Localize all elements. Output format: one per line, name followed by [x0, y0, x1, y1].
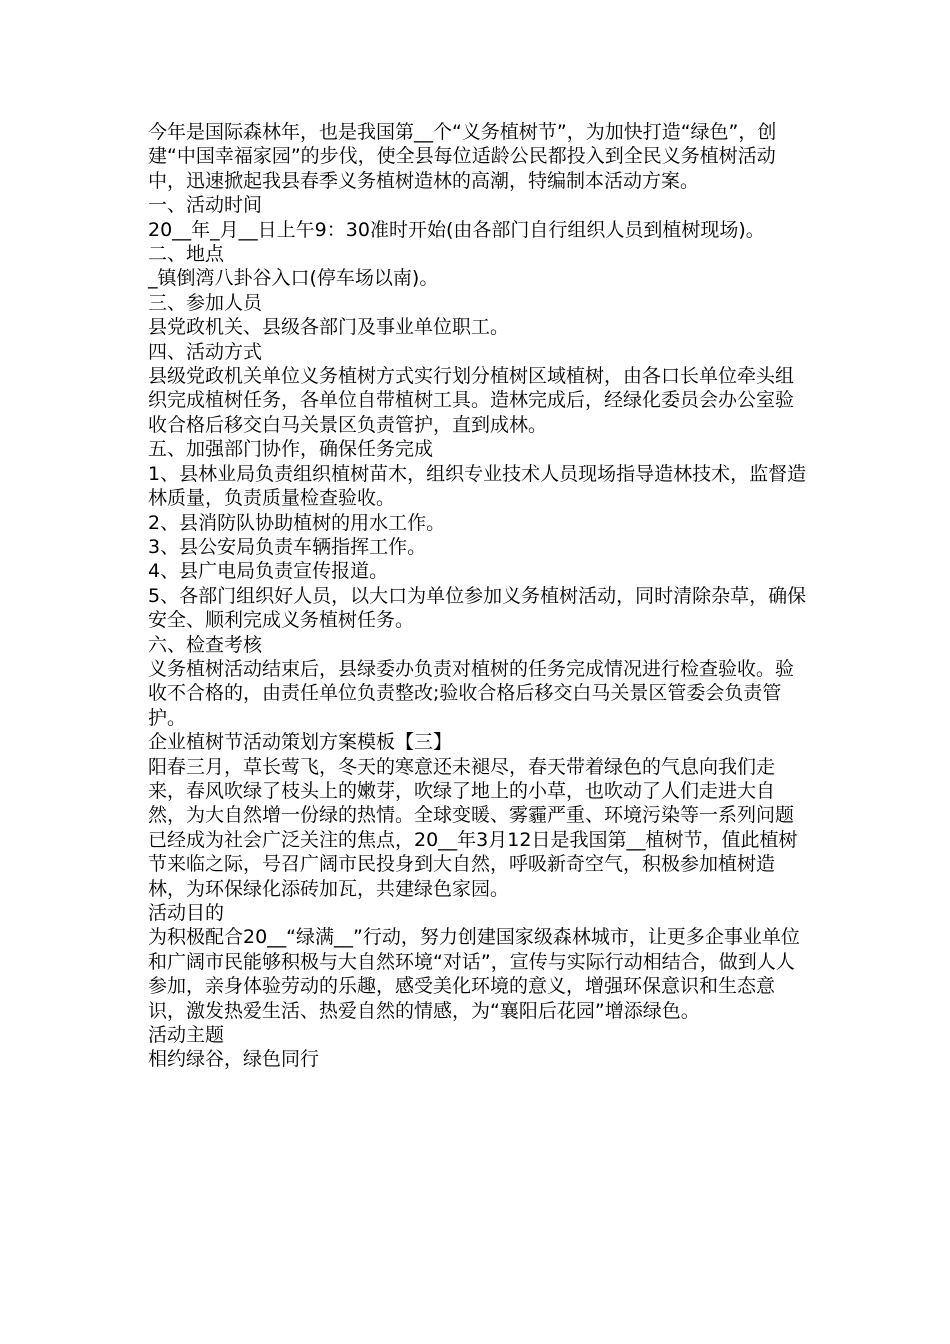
cooperation-item: 4、县广电局负责宣传报道。	[148, 560, 389, 583]
location-paragraph: _镇倒湾八卦谷入口(停车场以南)。	[148, 267, 439, 290]
section-heading-method: 四、活动方式	[148, 340, 263, 363]
intro-paragraph: 今年是国际森林年，也是我国第__个“义务植树节”，为加快打造“绿色”，创建“中国幸福家园”的步伐，使全县每位适龄公民都投入到全民义务植树活动中，迅速掀起我县春季义务植树造林的高潮，特编制本活动方案。	[148, 121, 777, 192]
section-heading-location: 二、地点	[148, 243, 225, 266]
section-heading-theme: 活动主题	[148, 1024, 225, 1047]
inspection-paragraph: 义务植树活动结束后，县绿委办负责对植树的任务完成情况进行检查验收。验收不合格的，由责任单位负责整改;验收合格后移交白马关景区管委会负责管护。	[148, 657, 795, 729]
section-heading-cooperation: 五、加强部门协作，确保任务完成	[148, 438, 434, 461]
template-title: 企业植树节活动策划方案模板【三】	[148, 731, 453, 754]
purpose-paragraph: 为积极配合20__“绿满__”行动，努力创建国家级森林城市，让更多企事业单位和广阔市民能够积极与大自然环境“对话”，宣传与实际行动相结合，做到人人参加，亲身体验劳动的乐趣，感受美化环境的意义，增强环保意识和生态意识，激发热爱生活、热爱自然的情感，为“襄阳后花园”增添绿色。	[148, 926, 800, 1022]
participants-paragraph: 县党政机关、县级各部门及事业单位职工。	[148, 316, 510, 339]
theme-paragraph: 相约绿谷，绿色同行	[148, 1048, 320, 1071]
cooperation-item: 5、各部门组织好人员，以大口为单位参加义务植树活动，同时清除杂草，确保安全、顺利完成义务植树任务。	[148, 584, 807, 632]
method-paragraph: 县级党政机关单位义务植树方式实行划分植树区域植树，由各口长单位牵头组织完成植树任务，各单位自带植树工具。造林完成后，经绿化委员会办公室验收合格后移交白马关景区负责管护，直到成林。	[148, 365, 795, 436]
cooperation-item: 3、县公安局负责车辆指挥工作。	[148, 535, 427, 558]
section-heading-time: 一、活动时间	[148, 194, 263, 217]
section-heading-participants: 三、参加人员	[148, 291, 263, 314]
cooperation-item: 1、县林业局负责组织植树苗木，组织专业技术人员现场指导造林技术，监督造林质量，负责质量检查验收。	[148, 462, 807, 510]
time-paragraph: 20__年_月__日上午9：30准时开始(由各部门自行组织人员到植树现场)。	[148, 218, 765, 241]
document-body	[148, 120, 808, 1072]
template-intro-paragraph: 阳春三月，草长莺飞，冬天的寒意还未褪尽，春天带着绿色的气息向我们走来，春风吹绿了枝头上的嫩芽，吹绿了地上的小草，也吹动了人们走进大自然，为大自然增一份绿的热情。全球变暖、雾霾严重、环境污染等一系列问题已经成为社会广泛关注的焦点，20__年3月12日是我国第__植树节，值此植树节来临之际，号召广阔市民投身到大自然，呼吸新奇空气，积极参加植树造林，为环保绿化添砖加瓦，共建绿色家园。	[148, 755, 798, 900]
section-heading-purpose: 活动目的	[148, 902, 225, 924]
cooperation-item: 2、县消防队协助植树的用水工作。	[148, 511, 446, 534]
section-heading-inspection: 六、检查考核	[148, 633, 263, 656]
